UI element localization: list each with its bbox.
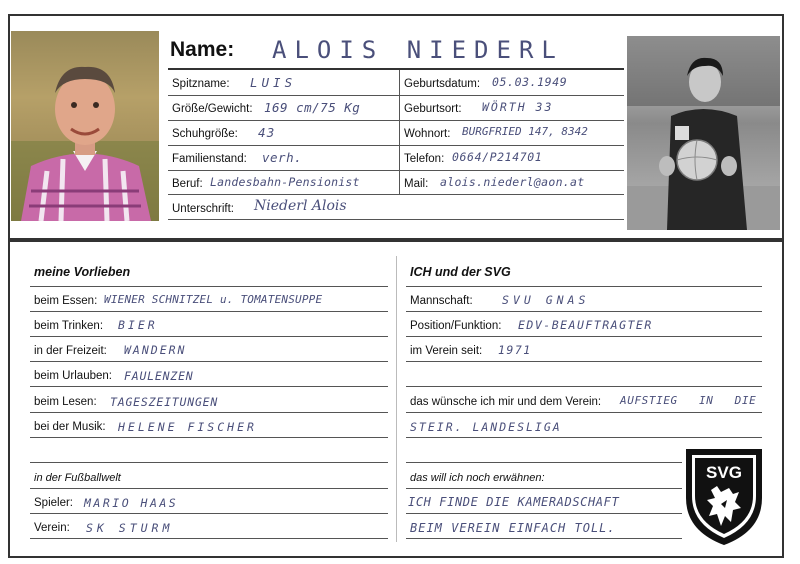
verein-value: SK STURM [86, 521, 174, 535]
trinken-label: beim Trinken: [34, 320, 104, 332]
erwaehnen-label: das will ich noch erwähnen: [410, 472, 545, 484]
groesse-gewicht-label: Größe/Gewicht: [172, 103, 253, 115]
crest-text: SVG [706, 463, 742, 482]
erwaehnen-value-line-2: BEIM VEREIN EINFACH TOLL. [410, 521, 616, 535]
telefon-value: 0664/P214701 [452, 150, 543, 164]
unterschrift-label: Unterschrift: [172, 203, 234, 215]
freizeit-label: in der Freizeit: [34, 345, 107, 357]
svg-line [406, 513, 682, 514]
personal-row-line [168, 145, 624, 146]
spitzname-value: LUIS [250, 75, 297, 90]
beruf-label: Beruf: [172, 178, 203, 190]
svg-line [406, 336, 762, 337]
svg-heading: ICH und der SVG [410, 265, 511, 279]
personal-row-line [168, 120, 624, 121]
svg-line [406, 311, 762, 312]
urlauben-label: beim Urlauben: [34, 370, 112, 382]
vorlieben-line [30, 462, 388, 463]
vorlieben-line [30, 311, 388, 312]
svg-line [406, 462, 682, 463]
svg-line [406, 386, 762, 387]
vorlieben-line [30, 361, 388, 362]
wohnort-value: BURGFRIED 147, 8342 [462, 125, 588, 138]
fussballwelt-heading: in der Fußballwelt [34, 472, 121, 484]
familienstand-label: Familienstand: [172, 153, 247, 165]
spitzname-label: Spitzname: [172, 78, 230, 90]
svg-line [406, 488, 682, 489]
familienstand-value: verh. [262, 150, 303, 165]
vorlieben-line [30, 286, 388, 287]
verein-label: Verein: [34, 522, 70, 534]
svg-line [406, 437, 762, 438]
personal-grid-divider [399, 70, 400, 194]
trinken-value: BIER [118, 318, 158, 332]
beruf-value: Landesbahn-Pensionist [210, 175, 360, 189]
position-value: EDV-BEAUFTRAGTER [518, 318, 653, 332]
vorlieben-line [30, 386, 388, 387]
geburtsort-label: Geburtsort: [404, 103, 462, 115]
svg-line [406, 538, 682, 539]
svg-line [406, 412, 762, 413]
spieler-value: MARIO HAAS [84, 496, 179, 510]
schuhgroesse-label: Schuhgröße: [172, 128, 238, 140]
musik-value: HELENE FISCHER [118, 420, 257, 434]
mail-label: Mail: [404, 178, 429, 190]
wunsch-value-line-2: STEIR. LANDESLIGA [410, 420, 562, 434]
section-divider [396, 256, 397, 542]
personal-row-line [168, 170, 624, 171]
mannschaft-value: SVU GNAS [502, 293, 590, 307]
vorlieben-line [30, 513, 388, 514]
position-label: Position/Funktion: [410, 320, 502, 332]
groesse-gewicht-value: 169 cm/75 Kg [264, 100, 361, 115]
mail-value: alois.niederl@aon.at [440, 175, 585, 189]
vorlieben-line [30, 538, 388, 539]
geburtsort-value: WÖRTH 33 [482, 100, 554, 114]
geburtsdatum-label: Geburtsdatum: [404, 78, 481, 90]
svg-line [406, 361, 762, 362]
erwaehnen-value-line-1: ICH FINDE DIE KAMERADSCHAFT [408, 495, 620, 509]
telefon-label: Telefon: [404, 153, 445, 165]
schuhgroesse-value: 43 [258, 125, 276, 140]
current-portrait-photo [11, 31, 159, 221]
youth-player-photo [627, 36, 780, 230]
name-label: Name: [170, 38, 235, 61]
vorlieben-heading: meine Vorlieben [34, 265, 131, 279]
urlauben-value: FAULENZEN [124, 369, 194, 383]
signature: Niederl Alois [254, 198, 347, 214]
wunsch-value-line-1: AUFSTIEG IN DIE [620, 394, 757, 407]
name-value: ALOIS NIEDERL [272, 36, 564, 64]
wunsch-label: das wünsche ich mir und dem Verein: [410, 396, 602, 408]
vorlieben-line [30, 412, 388, 413]
essen-label: beim Essen: [34, 295, 98, 307]
club-crest-logo [683, 446, 765, 546]
verein-seit-label: im Verein seit: [410, 345, 483, 357]
spieler-label: Spieler: [34, 497, 73, 509]
essen-value: WIENER SCHNITZEL u. TOMATENSUPPE [104, 293, 323, 306]
personal-row-line [168, 194, 624, 195]
mannschaft-label: Mannschaft: [410, 295, 473, 307]
lesen-value: TAGESZEITUNGEN [110, 395, 219, 409]
svg-line [406, 286, 762, 287]
geburtsdatum-value: 05.03.1949 [492, 75, 568, 89]
name-underline [168, 68, 624, 70]
personal-row-line [168, 95, 624, 96]
lesen-label: beim Lesen: [34, 396, 97, 408]
vorlieben-line [30, 488, 388, 489]
personal-row-line [168, 219, 624, 220]
musik-label: bei der Musik: [34, 421, 106, 433]
vorlieben-line [30, 437, 388, 438]
wohnort-label: Wohnort: [404, 128, 451, 140]
freizeit-value: WANDERN [124, 343, 187, 357]
vorlieben-line [30, 336, 388, 337]
verein-seit-value: 1971 [498, 343, 532, 357]
